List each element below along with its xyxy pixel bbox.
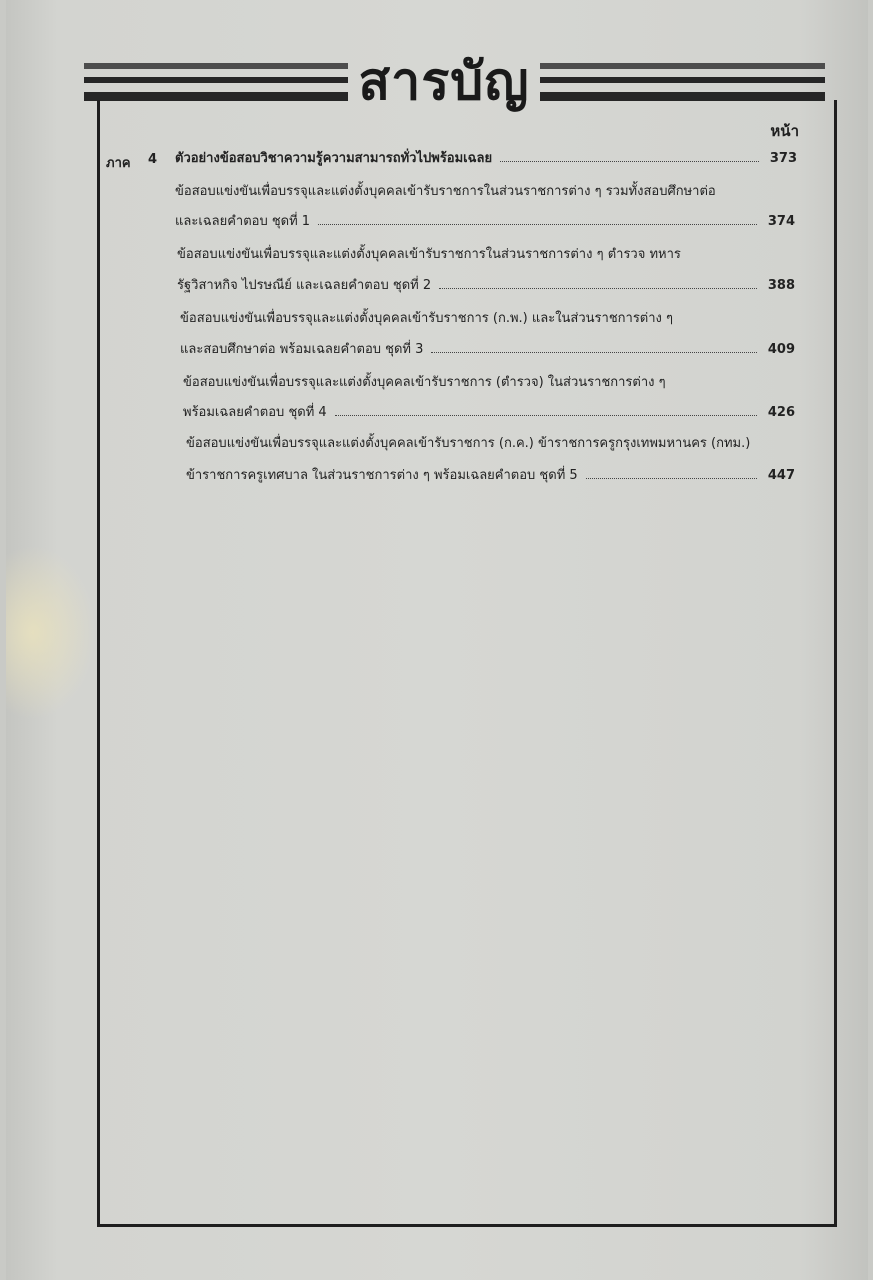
paper-stain — [6, 545, 96, 720]
dot-leader — [439, 287, 757, 289]
dot-leader — [586, 477, 757, 479]
dot-leader — [431, 351, 757, 353]
page-title: สารบัญ — [358, 52, 530, 112]
page-number: 373 — [769, 151, 797, 166]
toc-entry-5-line1[interactable]: ข้อสอบแข่งขันเพื่อบรรจุและแต่งตั้งบุคคลเข้ารับราชการ (ก.ค.) ข้าราชการครูกรุงเทพมหานคร (กทม.) — [186, 436, 751, 451]
page-number: 447 — [767, 468, 795, 483]
toc-entry-3[interactable] — [180, 341, 795, 359]
title-stripes-right — [540, 60, 825, 102]
page-number: 409 — [767, 342, 795, 357]
toc-entry-1-line2: และเฉลยคำตอบ ชุดที่ 1 — [175, 214, 311, 229]
toc-entry-4-line2: พร้อมเฉลยคำตอบ ชุดที่ 4 — [183, 405, 327, 420]
toc-entry-4[interactable] — [183, 404, 795, 422]
toc-part-entry[interactable] — [175, 150, 797, 168]
dot-leader — [335, 414, 757, 416]
toc-entry-2-line1[interactable]: ข้อสอบแข่งขันเพื่อบรรจุและแต่งตั้งบุคคลเข้ารับราชการในส่วนราชการต่าง ๆ ตำรวจ ทหาร — [177, 247, 681, 262]
part-title: ตัวอย่างข้อสอบวิชาความรู้ความสามารถทั่วไปพร้อมเฉลย — [175, 151, 493, 166]
dot-leader — [318, 223, 757, 225]
toc-entry-5-line2: ข้าราชการครูเทศบาล ในส่วนราชการต่าง ๆ พร้อมเฉลยคำตอบ ชุดที่ 5 — [186, 468, 578, 483]
page-number: 388 — [767, 278, 795, 293]
toc-entry-5[interactable] — [186, 467, 795, 485]
toc-entry-2[interactable] — [177, 277, 795, 295]
toc-entry-4-line1[interactable]: ข้อสอบแข่งขันเพื่อบรรจุและแต่งตั้งบุคคลเข้ารับราชการ (ตำรวจ) ในส่วนราชการต่าง ๆ — [183, 375, 666, 390]
dot-leader — [500, 160, 759, 162]
page-column-header: หน้า — [770, 122, 799, 140]
part-number: 4 — [148, 152, 158, 167]
toc-entry-2-line2: รัฐวิสาหกิจ ไปรษณีย์ และเฉลยคำตอบ ชุดที่ 2 — [177, 278, 432, 293]
part-label: ภาค — [106, 156, 131, 171]
page-number: 374 — [767, 214, 795, 229]
page-number: 426 — [767, 405, 795, 420]
toc-entry-3-line2: และสอบศึกษาต่อ พร้อมเฉลยคำตอบ ชุดที่ 3 — [180, 342, 424, 357]
toc-entry-1-line1[interactable]: ข้อสอบแข่งขันเพื่อบรรจุและแต่งตั้งบุคคลเข้ารับราชการในส่วนราชการต่าง ๆ รวมทั้งสอบศึกษาต่อ — [175, 184, 716, 199]
title-stripes-left — [84, 60, 348, 102]
toc-entry-1[interactable] — [175, 213, 795, 231]
toc-entry-3-line1[interactable]: ข้อสอบแข่งขันเพื่อบรรจุและแต่งตั้งบุคคลเข้ารับราชการ (ก.พ.) และในส่วนราชการต่าง ๆ — [180, 311, 674, 326]
toc-frame — [97, 100, 837, 1227]
